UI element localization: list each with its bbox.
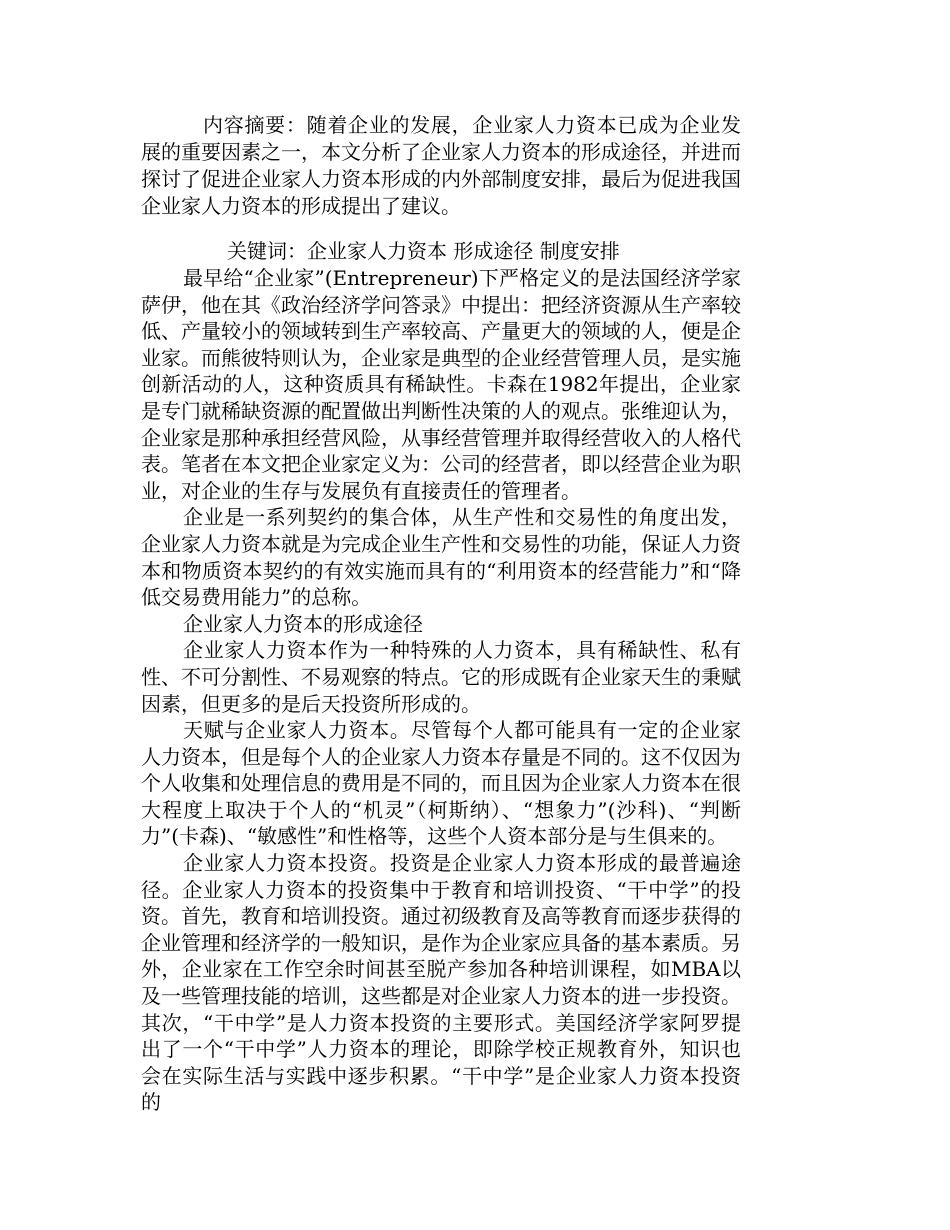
body-paragraph-characteristics: 企业家人力资本作为一种特殊的人力资本，具有稀缺性、私有性、不可分割性、不易观察的特点。它的形成既有企业家天生的秉赋因素，但更多的是后天投资所形成的。 [141,638,741,716]
body-paragraph-investment: 企业家人力资本投资。投资是企业家人力资本形成的最普遍途径。企业家人力资本的投资集中于教育和培训投资、“干中学”的投资。首先，教育和培训投资。通过初级教育及高等教育而逐步获得的企业管理和经济学的一般知识，是作为企业家应具备的基本素质。另外，企业家在工作空余时间甚至脱产参加各种培训课程，如MBA以及一些管理技能的培训，这些都是对企业家人力资本的进一步投资。其次，“干中学”是人力资本投资的主要形式。美国经济学家阿罗提出了一个“干中学”人力资本的理论，即除学校正规教育外，知识也会在实际生活与实践中逐步积累。“干中学”是企业家人力资本投资的 [141,851,741,1115]
body-paragraph-talent: 天赋与企业家人力资本。尽管每个人都可能具有一定的企业家人力资本，但是每个人的企业家人力资本存量是不同的。这不仅因为个人收集和处理信息的费用是不同的，而且因为企业家人力资本在很大程度上取决于个人的“机灵”（柯斯纳）、“想象力”(沙科)、“判断力”(卡森)、“敏感性”和性格等，这些个人资本部分是与生俱来的。 [141,718,741,849]
body-paragraph-entrepreneur-definition: 最早给“企业家”(Entrepreneur)下严格定义的是法国经济学家萨伊，他在其《政治经济学问答录》中提出：把经济资源从生产率较低、产量较小的领域转到生产率较高、产量更大的领域的人，便是企业家。而熊彼特则认为，企业家是典型的企业经营管理人员，是实施创新活动的人，这种资质具有稀缺性。卡森在1982年提出，企业家是专门就稀缺资源的配置做出判断性决策的人的观点。张维迎认为，企业家是那种承担经营风险，从事经营管理并取得经营收入的人格代表。笔者在本文把企业家定义为：公司的经营者，即以经营企业为职业，对企业的生存与发展负有直接责任的管理者。 [141,266,741,503]
section-heading-formation-paths: 企业家人力资本的形成途径 [183,611,423,636]
keywords-line: 关键词：企业家人力资本 形成途径 制度安排 [227,239,620,263]
document-page [141,112,741,1116]
abstract-paragraph: 内容摘要：随着企业的发展，企业家人力资本已成为企业发展的重要因素之一，本文分析了企业家人力资本的形成途径，并进而探讨了促进企业家人力资本形成的内外部制度安排，最后为促进我国企业家人力资本的形成提出了建议。 [141,113,741,218]
body-paragraph-human-capital-definition: 企业是一系列契约的集合体，从生产性和交易性的角度出发，企业家人力资本就是为完成企业生产性和交易性的功能，保证人力资本和物质资本契约的有效实施而具有的“利用资本的经营能力”和“降低交易费用能力”的总称。 [141,505,741,610]
